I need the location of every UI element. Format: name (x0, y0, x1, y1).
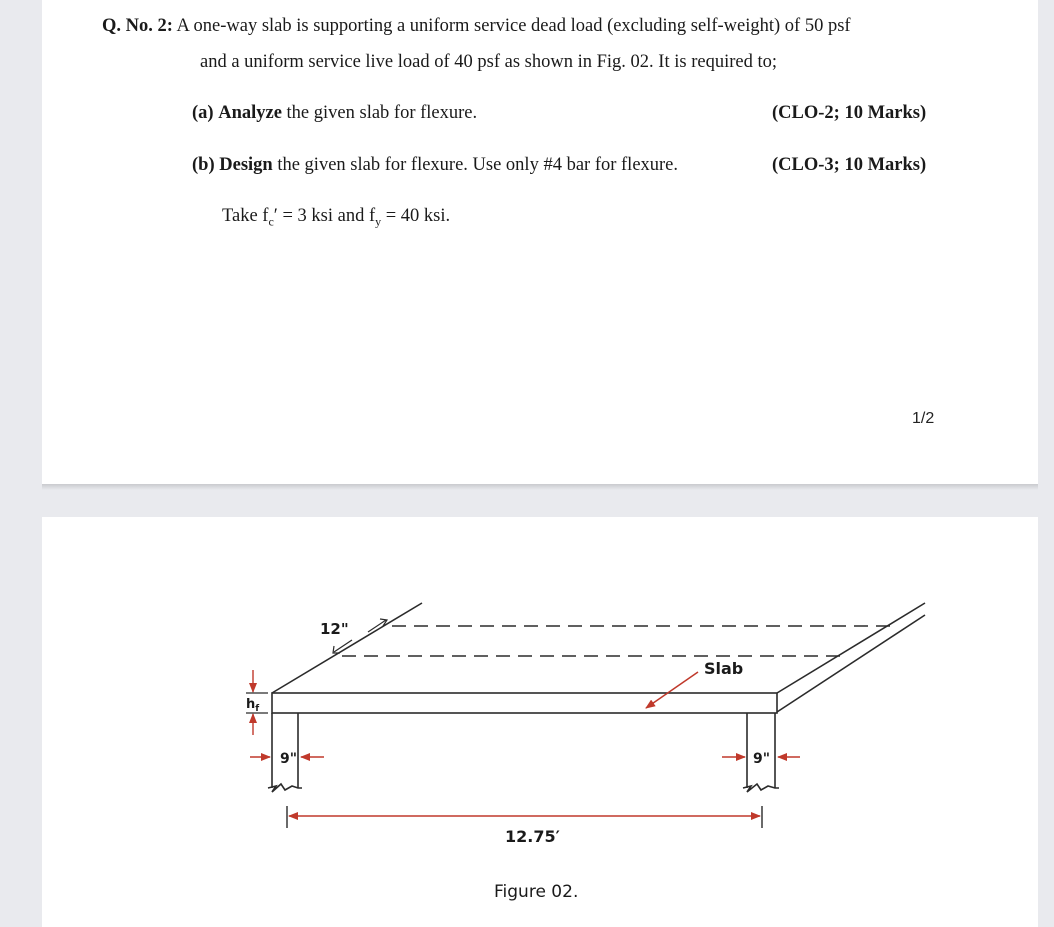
slab-label: Slab (704, 659, 744, 678)
width-label: 12" (320, 620, 349, 638)
part-b-marks: (CLO-3; 10 Marks) (772, 155, 927, 175)
support-left-label: 9" (280, 751, 298, 767)
slab-front-face (272, 693, 777, 713)
part-a-text: the given slab for flexure. (286, 103, 478, 123)
slab-right-back-edge-inner (777, 615, 925, 712)
part-a-label: (a) (192, 103, 214, 123)
part-b-verb: Design (219, 155, 273, 175)
span-dimension (287, 806, 762, 828)
slab-hidden-edges (342, 626, 895, 656)
given-values: Take $f_c' = 3$ ksi and $f_y = 40$ ksi. (222, 206, 451, 229)
slab-left-back-edge (272, 603, 422, 693)
figure-caption: Figure 02. (494, 882, 579, 902)
page-number: 1/2 (912, 410, 935, 427)
part-a-verb: Analyze (218, 103, 282, 123)
slab-right-back-edge-outer (777, 603, 925, 693)
part-a-marks: (CLO-2; 10 Marks) (772, 103, 927, 123)
thickness-label: $h_f$ (246, 697, 260, 714)
slab-outline (272, 603, 925, 713)
support-right-label: 9" (753, 751, 771, 767)
part-b-text: the given slab for flexure. Use only #4 bar for flexure. (277, 155, 679, 175)
slab-pointer-arrow (646, 672, 698, 708)
question-number: Q. No. 2: (102, 16, 173, 36)
question-line-2: and a uniform service live load of 40 psf as shown in Fig. 02. It is required to; (200, 52, 777, 72)
part-b-label: (b) (192, 155, 215, 175)
span-label: 12.75′ (505, 827, 560, 846)
question-text-1: A one-way slab is supporting a uniform service dead load (excluding self-weight) of 50 psf (176, 16, 851, 36)
